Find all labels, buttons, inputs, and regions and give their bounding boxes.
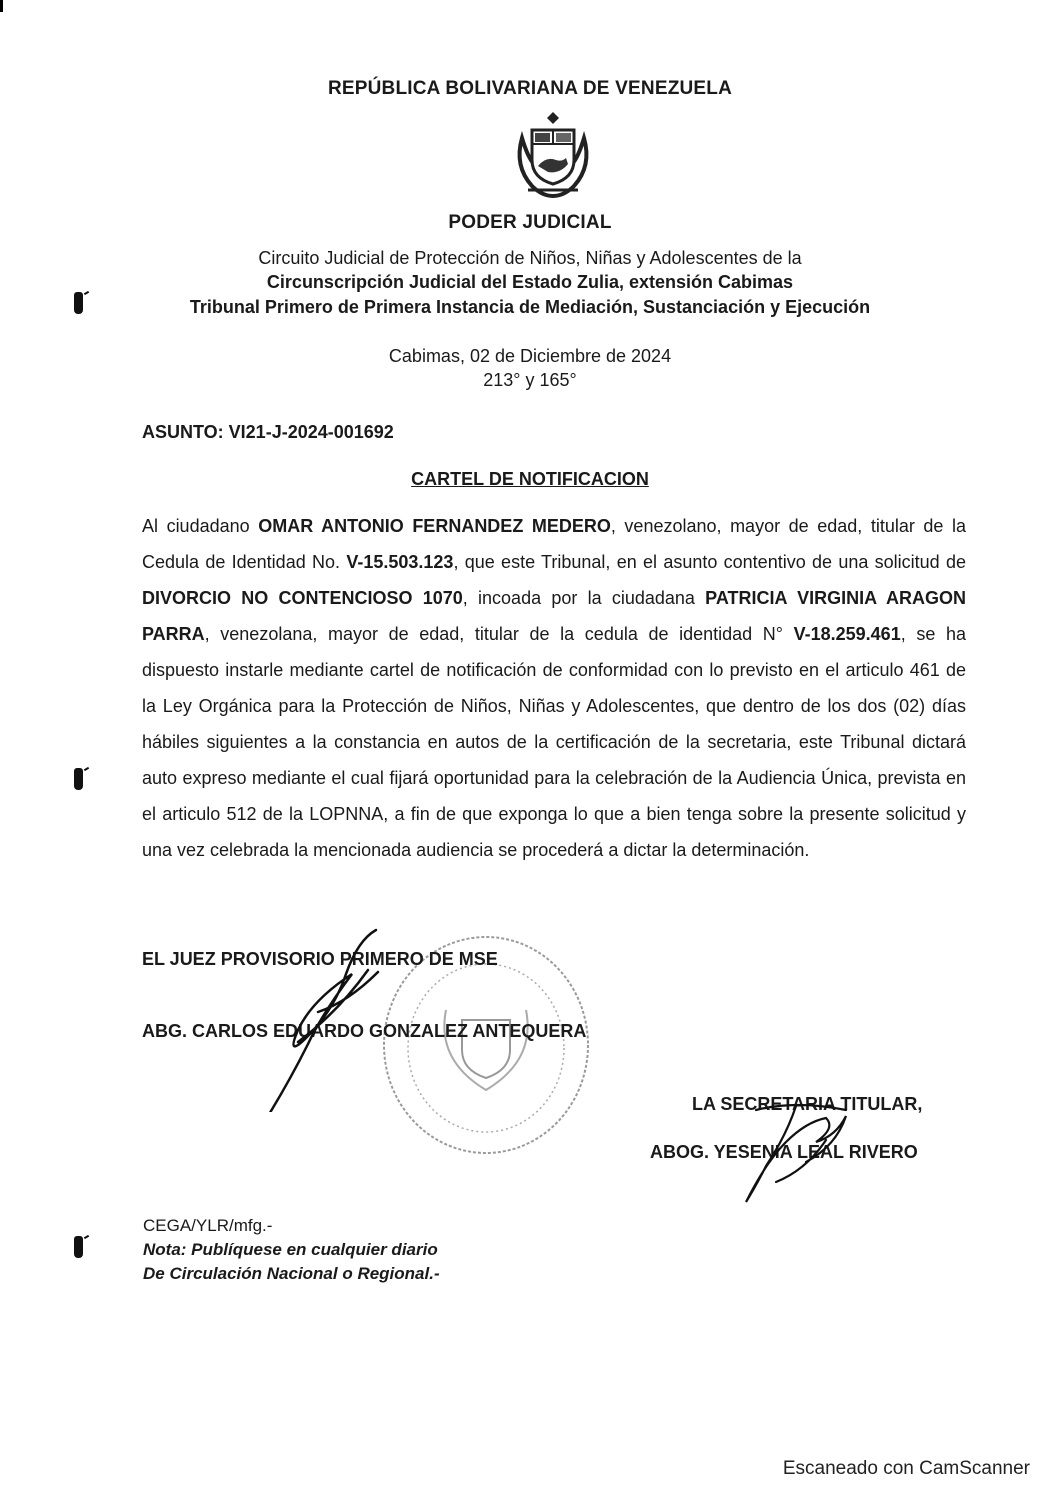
body-text-2: , venezolano, mayor de edad, titular de la Cedula de Identidad No. [142,516,966,572]
tribunal-line: Tribunal Primero de Primera Instancia de Mediación, Sustanciación y Ejecución [189,297,871,317]
circuit-line: Circuito Judicial de Protección de Niños, Niñas y Adolescentes de la [258,248,802,268]
punch-mark [74,768,83,790]
secretary-role: LA SECRETARIA TITULAR, [692,1094,923,1114]
judge-signature [258,922,398,1112]
judge-name: ABG. CARLOS EDUARDO GONZALEZ ANTEQUERA [142,1021,587,1041]
venezuela-coat-of-arms-icon [508,108,598,200]
body-text-4: , incoada por la ciudadana [462,588,706,608]
body-text-3: , que este Tribunal, en el asunto contentivo de una solicitud de [453,552,966,572]
petitioner-id: V-18.259.461 [793,624,901,644]
note-line-2: De Circulación Nacional o Regional.- [143,1264,440,1283]
branch-title: PODER JUDICIAL [448,212,612,233]
body-text-1: Al ciudadano [142,516,259,536]
secretary-signature [736,1090,876,1210]
initials: CEGA/YLR/mfg.- [143,1216,273,1235]
scan-mark [0,0,3,12]
republic-title: REPÚBLICA BOLIVARIANA DE VENEZUELA [327,78,733,99]
judge-role: EL JUEZ PROVISORIO PRIMERO DE MSE [142,949,498,969]
asunto: ASUNTO: VI21-J-2024-001692 [142,422,394,442]
punch-mark [74,292,83,314]
secretary-name: ABOG. YESENIA LEAL RIVERO [650,1142,918,1162]
body-text-5: , venezolana, mayor de edad, titular de la cedula de identidad N° [204,624,794,644]
note-line-1: Nota: Publíquese en cualquier diario [143,1240,438,1259]
body-text-6: , se ha dispuesto instarle mediante cartel de notificación de conformidad con lo previsto en el articulo 461 de la Ley Orgánica para la Protección de Niños, Niñas y Adolescentes, que dentro de los dos (02) días hábiles siguientes a la constancia en autos de la certificación de la secretaria, este Tribunal dictará auto expreso mediante el cual fijará oportunidad para la celebración de la Audiencia Única, prevista en el articulo 512 de la LOPNNA, a fin de que exponga lo que a bien tenga sobre la presente solicitud y una vez celebrada la mencionada audiencia se procederá a dictar la determinación. [142,624,966,860]
case-type: DIVORCIO NO CONTENCIOSO 1070 [142,588,463,608]
respondent-name: OMAR ANTONIO FERNANDEZ MEDERO [258,516,611,536]
notification-body [142,508,966,868]
scanner-watermark: Escaneado con CamScanner [782,1458,1030,1479]
petitioner-name: PATRICIA VIRGINIA ARAGON PARRA [142,588,966,644]
punch-mark [74,1236,83,1258]
years-line: 213° y 165° [483,370,577,390]
circumscription-line: Circunscripción Judicial del Estado Zulia, extensión Cabimas [266,272,794,292]
place-date: Cabimas, 02 de Diciembre de 2024 [388,346,672,366]
document-title: CARTEL DE NOTIFICACION [411,469,649,489]
respondent-id: V-15.503.123 [346,552,454,572]
